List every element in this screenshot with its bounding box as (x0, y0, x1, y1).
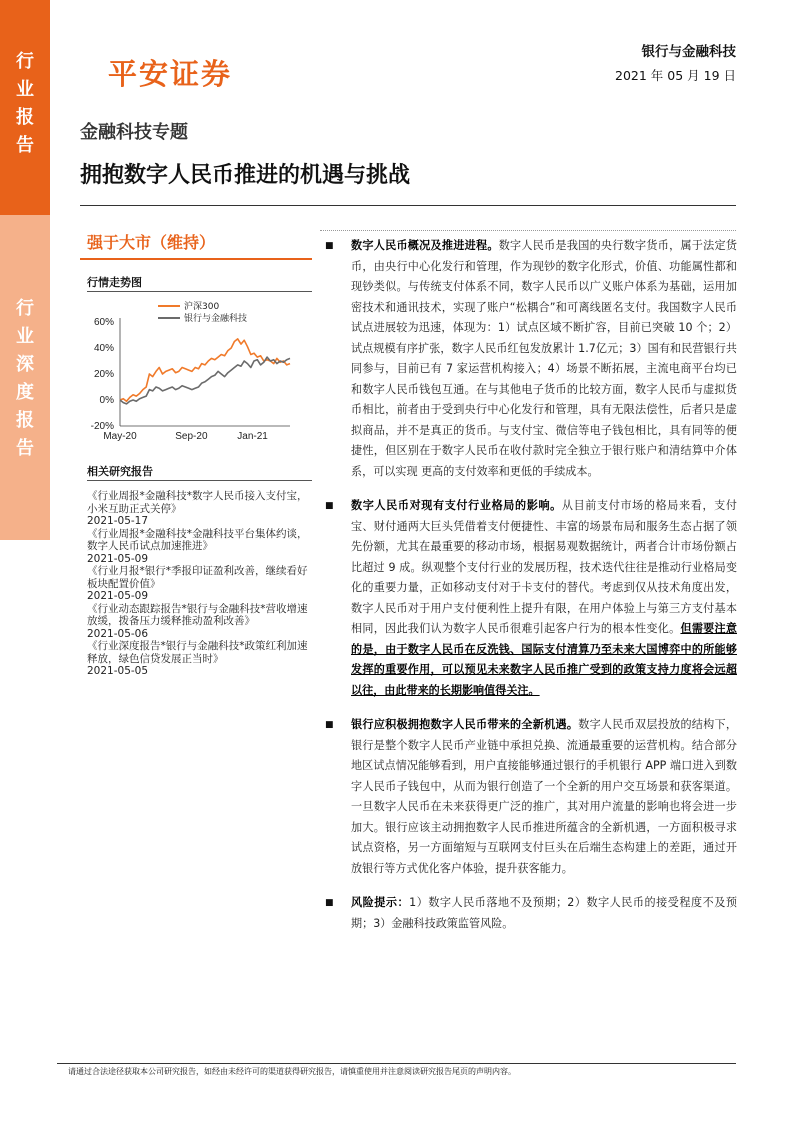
rating-divider (80, 258, 312, 260)
bullet-text: 数字人民币是我国的央行数字货币，属于法定货币，由央行中心化发行和管理，作为现钞的数字化形式，价值、功能属性都和现钞类似。与传统支付体系不同，数字人民币以广义账户体系为基础，运用加密技术和通讯技术，实现了账户“松耦合”和可离线匿名支付。我国数字人民币试点进展较为迅速，体现为：1）试点区域不断扩容，目前已突破 10 个；2）试点规模有序扩张，数字人民币红包发放累计 1.7亿元；3）国有和民营银行共同参与，目前已有 7 家运营机构接入；4）场景不断拓展，主流电商平台均已和数字人民币钱包互通。在与其他电子货币的比较方面，数字人民币与虚拟货币相比，前者由于受到央行中心化发行和管理，具有无限法偿性，后者只是虚拟商品，并不是真正的货币。与支付宝、微信等电子钱包相比，具有同等的便捷性，但区别在于数字人民币在收付款时完全独立于银行账户和清结算中介体系，可以实现 更高的支付效率和更低的手续成本。 (351, 239, 737, 478)
side-tab-char: 报 (16, 107, 34, 128)
y-tick-label: -20% (90, 421, 114, 432)
related-report-date: 2021-05-09 (87, 590, 149, 602)
report-date: 2021 年 05 月 19 日 (615, 68, 736, 83)
industry-name: 银行与金融科技 (641, 44, 736, 60)
side-tab-char: 度 (16, 382, 34, 403)
company-logo: 平安证券 (108, 57, 233, 91)
side-tab-char: 行 (16, 51, 34, 72)
chart-section-title: 行情走势图 (87, 276, 142, 289)
related-section-divider (87, 480, 312, 481)
related-report-item[interactable] (87, 640, 315, 678)
related-report-item[interactable] (87, 528, 315, 566)
bullet-lead: 数字人民币对现有支付行业格局的影响。 (351, 499, 562, 512)
side-tab-char: 深 (16, 354, 34, 375)
bullet-square-icon: ■ (325, 898, 334, 908)
bullet-lead: 数字人民币概况及推进进程。 (351, 239, 499, 252)
related-report-title[interactable]: 《行业深度报告*银行与金融科技*政策红利加速释放，绿色信贷发展正当时》 (87, 640, 308, 665)
industry-rating: 强于大市（维持） (87, 233, 216, 252)
bullet-lead: 银行应积极拥抱数字人民币带来的全新机遇。 (351, 718, 579, 731)
side-tab-report-depth (0, 215, 50, 540)
related-section-title: 相关研究报告 (87, 465, 153, 478)
bullet-square-icon: ■ (325, 720, 334, 730)
summary-body (322, 236, 737, 948)
x-tick-label: May-20 (103, 431, 137, 442)
related-report-title[interactable]: 《行业周报*金融科技*金融科技平台集体约谈，数字人民币试点加速推进》 (87, 527, 308, 552)
related-report-item[interactable] (87, 490, 315, 528)
y-tick-label: 60% (93, 317, 114, 328)
footer-disclaimer: 请通过合法途径获取本公司研究报告，如经由未经许可的渠道获得研究报告，请慎重使用并注意阅读研究报告尾页的声明内容。 (68, 1067, 516, 1076)
related-report-date: 2021-05-09 (87, 552, 149, 565)
bullet-text: 1）数字人民币落地不及预期；2）数字人民币的接受程度不及预期；3）金融科技政策监管风险。 (351, 896, 737, 930)
report-title: 拥抱数字人民币推进的机遇与挑战 (80, 163, 411, 188)
main-dotted-divider (320, 230, 736, 231)
side-tab-char: 告 (16, 438, 34, 459)
side-tab-char: 行 (16, 298, 34, 319)
header-divider (80, 205, 736, 206)
bullet-emphasis: 但需要注意的是，由于数字人民币在反洗钱、国际支付清算乃至未来大国博弈中的所能够发挥的重要作用，可以预见未来数字人民币推广受到的政策支持力度将会远超以往，由此带来的长期影响值得关注。 (351, 622, 737, 697)
bullet-square-icon: ■ (325, 501, 334, 511)
summary-bullet (322, 893, 737, 934)
y-tick-label: 20% (93, 369, 114, 380)
bullet-text: 从目前支付市场的格局来看，支付宝、财付通两大巨头凭借着支付便捷性、丰富的场景布局和服务生态占据了领先份额，尤其在最重要的移动市场，根据易观数据统计，两者合计市场份额占比超过 9 成。纵观整个支付行业的发展历程，技术迭代往往是推动行业格局变化的重要力量，正如移动支付对于卡支付的替代。考虑到仅从技术角度出发，数字人民币对于用户支付便利性上提升有限，在用户体验上与第三方支付基本相同，因此我们认为数字人民币很难引起客户行为的根本性变化。 (351, 499, 737, 635)
report-subtitle: 金融科技专题 (80, 122, 188, 143)
x-tick-label: Jan-21 (237, 431, 268, 442)
side-tab-char: 报 (16, 410, 34, 431)
related-report-item[interactable] (87, 565, 315, 603)
related-report-date: 2021-05-17 (87, 515, 149, 527)
related-report-date: 2021-05-05 (87, 665, 149, 677)
x-tick-label: Sep-20 (175, 431, 208, 442)
footer-divider (57, 1063, 736, 1064)
legend-label: 银行与金融科技 (184, 314, 248, 324)
summary-bullet (322, 715, 737, 879)
related-report-title[interactable]: 《行业月报*银行*季报印证盈利改善，继续看好板块配置价值》 (87, 565, 308, 590)
bullet-text: 数字人民币双层投放的结构下，银行是整个数字人民币产业链中承担兑换、流通最重要的运营机构。结合部分地区试点情况能够看到，用户直接能够通过银行的手机银行 APP 端口进入到数字人民币子钱包中，从而为银行创造了一个全新的用户交互场景和获客渠道。一旦数字人民币在未来获得更广泛的推广，其对用户流量的影响也将会进一步加大。银行应该主动拥抱数字人民币推进所蕴含的全新机遇，一方面积极寻求试点资格，另一方面缩短与互联网支付巨头在后端生态构建上的差距，通过开放银行等方式优化客户体验，提升获客能力。 (351, 718, 737, 875)
related-report-date: 2021-05-06 (87, 627, 149, 640)
summary-bullet (322, 236, 737, 482)
bullet-lead: 风险提示： (351, 896, 410, 909)
bullet-square-icon: ■ (325, 241, 334, 251)
summary-bullet (322, 496, 737, 701)
y-tick-label: 0% (99, 395, 114, 406)
side-tab-report-type (0, 0, 50, 215)
related-report-title[interactable]: 《行业周报*金融科技*数字人民币接入支付宝，小米互助正式关停》 (87, 490, 308, 515)
side-tab-char: 业 (16, 79, 34, 100)
y-tick-label: 40% (93, 343, 114, 354)
series-line (120, 339, 290, 401)
side-tab-char: 业 (16, 326, 34, 347)
related-report-item[interactable] (87, 603, 315, 641)
related-report-title[interactable]: 《行业动态跟踪报告*银行与金融科技*营收增速放缓，拨备压力缓释推动盈利改善》 (87, 602, 308, 627)
related-reports-list (87, 490, 315, 678)
chart-section-divider (87, 291, 312, 292)
legend-label: 沪深300 (184, 302, 220, 312)
price-trend-chart (80, 296, 300, 446)
side-tab-char: 告 (16, 135, 34, 156)
